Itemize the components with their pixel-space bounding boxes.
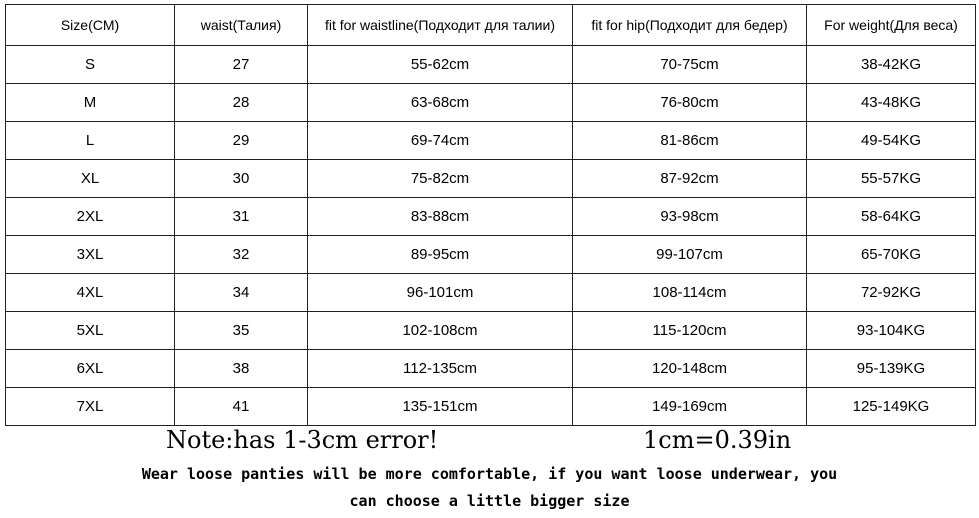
- cell-fit-waistline: 69-74cm: [308, 122, 573, 160]
- cell-size: XL: [6, 160, 175, 198]
- cell-weight: 72-92KG: [807, 274, 976, 312]
- cell-weight: 38-42KG: [807, 46, 976, 84]
- cell-weight: 58-64KG: [807, 198, 976, 236]
- cell-fit-waistline: 102-108cm: [308, 312, 573, 350]
- cell-waist: 27: [175, 46, 308, 84]
- header-row: [6, 5, 976, 46]
- table-row: [6, 274, 976, 312]
- cell-waist: 35: [175, 312, 308, 350]
- error-note: Note:has 1-3cm error!: [166, 426, 439, 454]
- table-row: [6, 350, 976, 388]
- cell-weight: 65-70KG: [807, 236, 976, 274]
- cell-fit-waistline: 63-68cm: [308, 84, 573, 122]
- cell-size: 3XL: [6, 236, 175, 274]
- cell-size: 4XL: [6, 274, 175, 312]
- cell-weight: 125-149KG: [807, 388, 976, 426]
- cell-fit-hip: 99-107cm: [573, 236, 807, 274]
- header-fit-hip: fit for hip(Подходит для бедер): [573, 5, 807, 46]
- size-chart-table: [5, 4, 976, 426]
- cell-size: 2XL: [6, 198, 175, 236]
- cell-waist: 38: [175, 350, 308, 388]
- cell-fit-hip: 70-75cm: [573, 46, 807, 84]
- cell-waist: 41: [175, 388, 308, 426]
- cell-fit-hip: 81-86cm: [573, 122, 807, 160]
- header-size: Size(CM): [6, 5, 175, 46]
- header-waist: waist(Талия): [175, 5, 308, 46]
- cell-fit-hip: 76-80cm: [573, 84, 807, 122]
- cell-size: 6XL: [6, 350, 175, 388]
- cell-fit-hip: 93-98cm: [573, 198, 807, 236]
- cell-size: L: [6, 122, 175, 160]
- table-row: [6, 312, 976, 350]
- cell-waist: 31: [175, 198, 308, 236]
- cell-waist: 30: [175, 160, 308, 198]
- table-row: [6, 236, 976, 274]
- cell-fit-hip: 115-120cm: [573, 312, 807, 350]
- header-weight: For weight(Для веса): [807, 5, 976, 46]
- cell-fit-waistline: 112-135cm: [308, 350, 573, 388]
- conversion-note: 1cm=0.39in: [643, 426, 792, 454]
- cell-waist: 28: [175, 84, 308, 122]
- cell-size: M: [6, 84, 175, 122]
- advice-line-1: Wear loose panties will be more comfortable, if you want loose underwear, you: [141, 465, 838, 483]
- cell-waist: 32: [175, 236, 308, 274]
- cell-fit-hip: 108-114cm: [573, 274, 807, 312]
- table-row: [6, 84, 976, 122]
- cell-weight: 95-139KG: [807, 350, 976, 388]
- cell-size: 7XL: [6, 388, 175, 426]
- cell-fit-hip: 120-148cm: [573, 350, 807, 388]
- cell-weight: 93-104KG: [807, 312, 976, 350]
- cell-fit-waistline: 75-82cm: [308, 160, 573, 198]
- cell-fit-waistline: 135-151cm: [308, 388, 573, 426]
- table-row: [6, 46, 976, 84]
- table-row: [6, 122, 976, 160]
- advice-line-2: can choose a little bigger size: [349, 492, 630, 510]
- advice-text: [10, 461, 969, 515]
- cell-fit-hip: 149-169cm: [573, 388, 807, 426]
- table-row: [6, 198, 976, 236]
- table-row: [6, 160, 976, 198]
- header-fit-waistline: fit for waistline(Подходит для талии): [308, 5, 573, 46]
- note-line: [0, 420, 979, 460]
- cell-fit-waistline: 96-101cm: [308, 274, 573, 312]
- cell-weight: 43-48KG: [807, 84, 976, 122]
- cell-weight: 55-57KG: [807, 160, 976, 198]
- cell-size: S: [6, 46, 175, 84]
- cell-fit-waistline: 55-62cm: [308, 46, 573, 84]
- cell-weight: 49-54KG: [807, 122, 976, 160]
- cell-size: 5XL: [6, 312, 175, 350]
- cell-waist: 29: [175, 122, 308, 160]
- cell-fit-waistline: 89-95cm: [308, 236, 573, 274]
- table-body: [6, 46, 976, 426]
- cell-waist: 34: [175, 274, 308, 312]
- cell-fit-waistline: 83-88cm: [308, 198, 573, 236]
- cell-fit-hip: 87-92cm: [573, 160, 807, 198]
